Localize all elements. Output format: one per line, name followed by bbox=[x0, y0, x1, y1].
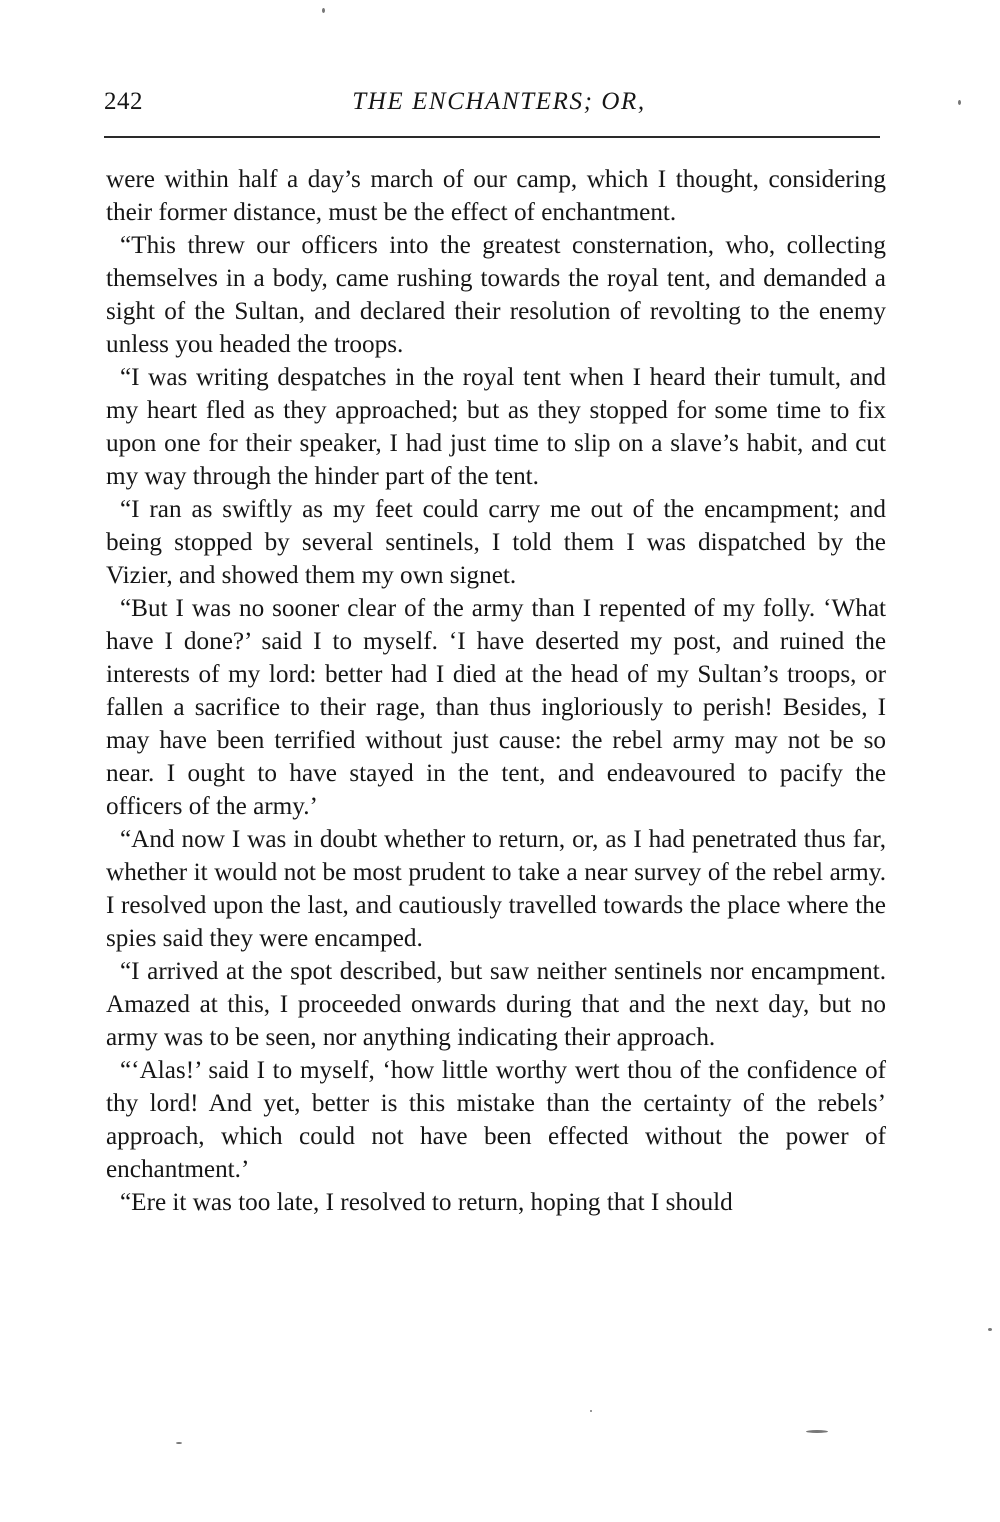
paragraph-final: “Ere it was too late, I resolved to return, hoping that I should bbox=[120, 1189, 733, 1216]
paragraph: “This threw our officers into the greatest consternation, who, collecting themselves in a body, came rushing towards the royal tent, and demanded a sight of the Sultan, and declared their resolution of revolting to the enemy unless you headed the troops. bbox=[106, 232, 886, 358]
running-head bbox=[104, 88, 884, 124]
scan-speck bbox=[590, 1410, 592, 1412]
scan-speck bbox=[322, 8, 325, 13]
scan-speck bbox=[958, 100, 961, 105]
running-title: THE ENCHANTERS; OR, bbox=[352, 88, 646, 115]
paragraph: “But I was no sooner clear of the army than I repented of my folly. ‘What have I done?’ said I to myself. ‘I have deserted my post, and ruined the interests of my lord: better had I died at the head of my Sultan’s troops, or fallen a sacrifice to their rage, than thus ingloriously to perish! Besides, I may have been terrified without just cause: the rebel army may not be so near. I ought to have stayed in the tent, and endeavoured to pacify the officers of the army.’ bbox=[106, 595, 886, 820]
page-number: 242 bbox=[104, 88, 143, 115]
scan-speck bbox=[988, 1328, 992, 1331]
scan-speck bbox=[176, 1442, 182, 1444]
scan-speck bbox=[806, 1430, 828, 1433]
paragraph: “I arrived at the spot described, but saw neither sentinels nor encampment. Amazed at this, I proceeded onwards during that and the next day, but no army was to be seen, nor anything indicating their approach. bbox=[106, 958, 886, 1051]
paragraph: “I was writing despatches in the royal tent when I heard their tumult, and my heart fled as they approached; but as they stopped for some time to fix upon one for their speaker, I had just time to slip on a slave’s habit, and cut my way through the hinder part of the tent. bbox=[106, 364, 886, 490]
paragraph: “And now I was in doubt whether to return, or, as I had penetrated thus far, whether it would not be most prudent to take a near survey of the rebel army. I resolved upon the last, and cautiously travelled towards the place where the spies said they were encamped. bbox=[106, 826, 886, 952]
header-rule bbox=[104, 136, 880, 138]
paragraph-continuation: were within half a day’s march of our camp, which I thought, considering their former distance, must be the effect of enchantment. bbox=[106, 166, 886, 226]
paragraph: “‘Alas!’ said I to myself, ‘how little worthy wert thou of the confidence of thy lord! And yet, better is this mistake than the certainty of the rebels’ approach, which could not have been effected without the power of enchantment.’ bbox=[106, 1057, 886, 1183]
body-text bbox=[106, 163, 886, 1219]
paragraph: “I ran as swiftly as my feet could carry me out of the encampment; and being stopped by several sentinels, I told them I was dispatched by the Vizier, and showed them my own signet. bbox=[106, 496, 886, 589]
